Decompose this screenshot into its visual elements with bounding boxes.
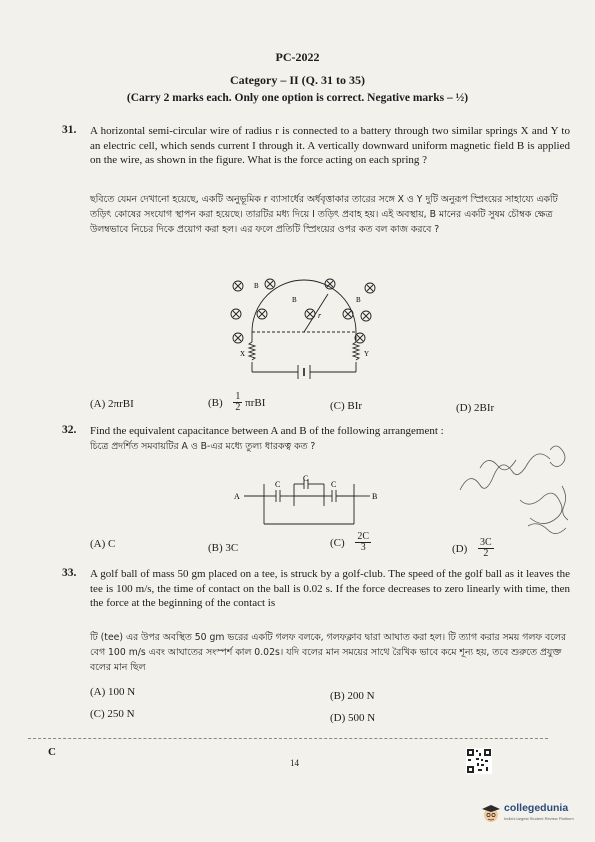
q32-option-d-label: (D) [452, 542, 468, 555]
q31-label-y: Y [364, 350, 370, 358]
q32-label-c2: C [303, 474, 309, 483]
spring-y [353, 342, 359, 360]
magnetic-field-cross-markers [231, 279, 375, 343]
q31-option-b-fraction [233, 392, 242, 413]
fraction-denominator: 3 [360, 542, 366, 553]
graduate-avatar-icon [480, 802, 502, 824]
q32-english-text: Find the equivalent capacitance between A and B of the following arrangement : [90, 425, 444, 437]
brand-logo [480, 800, 590, 830]
q32-option-c[interactable] [330, 532, 371, 553]
q32-option-c-label: (C) [330, 536, 345, 549]
q31-label-b-center: B [292, 296, 297, 304]
q31-option-b-label: (B) [208, 396, 223, 409]
q31-circuit-figure [220, 274, 390, 394]
q32-capacitor-figure [234, 474, 384, 534]
qr-code-icon [466, 748, 492, 774]
paper-code: PC-2022 [275, 50, 320, 64]
footer-divider [28, 738, 548, 739]
section-letter: C [48, 746, 56, 758]
q31-label-x: X [240, 350, 246, 358]
q31-option-d[interactable]: (D) 2BIr [456, 402, 495, 414]
q32-label-c1: C [275, 480, 281, 489]
fraction-numerator: 2C [357, 531, 370, 542]
q33-english-text: A golf ball of mass 50 gm placed on a tee, is struck by a golf-club. The speed of the golf ball as it leaves the tee is 100 m/s, the time of contact on the ball is 0.02 s. If the force decreases to zero linearly with time, then the force at the beginning of the contact is [90, 568, 570, 609]
q32-option-c-fraction [355, 532, 371, 553]
q33-number: 33. [62, 567, 77, 579]
marking-scheme: (Carry 2 marks each. Only one option is correct. Negative marks – ½) [126, 92, 469, 104]
category-heading: Category – II (Q. 31 to 35) [230, 73, 365, 87]
q33-option-d[interactable]: (D) 500 N [330, 712, 376, 724]
brand-name: collegedunia [504, 802, 569, 814]
q32-bengali-text: চিত্রে প্রদর্শিত সমবায়টির A ও B-এর মধ্যে তুল্য ধারকত্ব কত ? [90, 441, 316, 452]
q32-option-d-fraction [478, 538, 494, 559]
q31-label-r: r [318, 311, 322, 320]
fraction-numerator: 1 [235, 391, 241, 402]
q31-label-b-left: B [254, 282, 259, 290]
q31-english-text: A horizontal semi-circular wire of radius r is connected to a battery through two similar springs X and Y to an electric cell, which sends current I through it. A vertically downward uniform magnetic field B is applied on the wire, as shown in the figure. What is the force acting on each spring ? [90, 125, 570, 166]
page-number: 14 [290, 758, 299, 768]
fraction-denominator: 2 [235, 402, 241, 413]
q31-label-b-right: B [356, 296, 361, 304]
q31-bengali-text: ছবিতে যেমন দেখানো হয়েছে, একটি অনুভূমিক r ব্যাসার্ধের অর্ধবৃত্তাকার তারের সঙ্গে X ও Y দুটি অনুরূপ স্প্রিংয়ের সাহায্যে একটি তড়িৎ কোষের সংযোগ স্থাপন করা হয়েছে। তারটির মধ্য দিয়ে I তড়িৎ প্রবাহ হয়। এই অবস্থায়, B মানের একটি সুষম চৌম্বক ক্ষেত্র উলম্বভাবে নিচের দিকে প্রয়োগ করা হল। এর ফলে প্রতিটি স্প্রিংয়ের ওপর কত বল কাজ করবে ? [90, 194, 558, 235]
q33-bengali-text: টি (tee) এর উপর অবস্থিত 50 gm ভরের একটি গলফ বলকে, গলফক্লাব দ্বারা আঘাত করা হল। টি ত্যাগ করার সময় গলফ বলের বেগ 100 m/s এবং আঘাতের সংস্পর্শ কাল 0.02s। যদি বলের মান সময়ের সাথে রৈখিক ভাবে কমে শূন্য হয়, তবে শুরুতে প্রযুক্ত বলের মান ছিল [90, 632, 566, 673]
q32-label-b: B [372, 492, 378, 501]
q32-number: 32. [62, 424, 77, 436]
q32-option-b[interactable]: (B) 3C [208, 542, 239, 554]
q31-option-b[interactable] [208, 392, 265, 413]
fraction-numerator: 3C [480, 537, 492, 548]
q33-option-b[interactable]: (B) 200 N [330, 690, 375, 702]
q32-option-a[interactable]: (A) C [90, 538, 116, 550]
q32-option-d[interactable] [452, 538, 494, 559]
q32-label-a: A [234, 492, 240, 501]
fraction-denominator: 2 [483, 548, 489, 559]
brand-tagline: India's largest Student Review Platform [504, 816, 574, 821]
spring-x [249, 342, 255, 360]
q33-option-a[interactable]: (A) 100 N [90, 686, 136, 698]
q31-option-a[interactable]: (A) 2πrBI [90, 398, 134, 410]
q33-option-c[interactable]: (C) 250 N [90, 708, 135, 720]
q31-option-b-expression: πrBI [245, 396, 266, 409]
q31-option-c[interactable]: (C) BIr [330, 400, 363, 412]
q32-label-c3: C [331, 480, 337, 489]
q31-number: 31. [62, 124, 77, 136]
semicircular-wire [252, 280, 356, 332]
